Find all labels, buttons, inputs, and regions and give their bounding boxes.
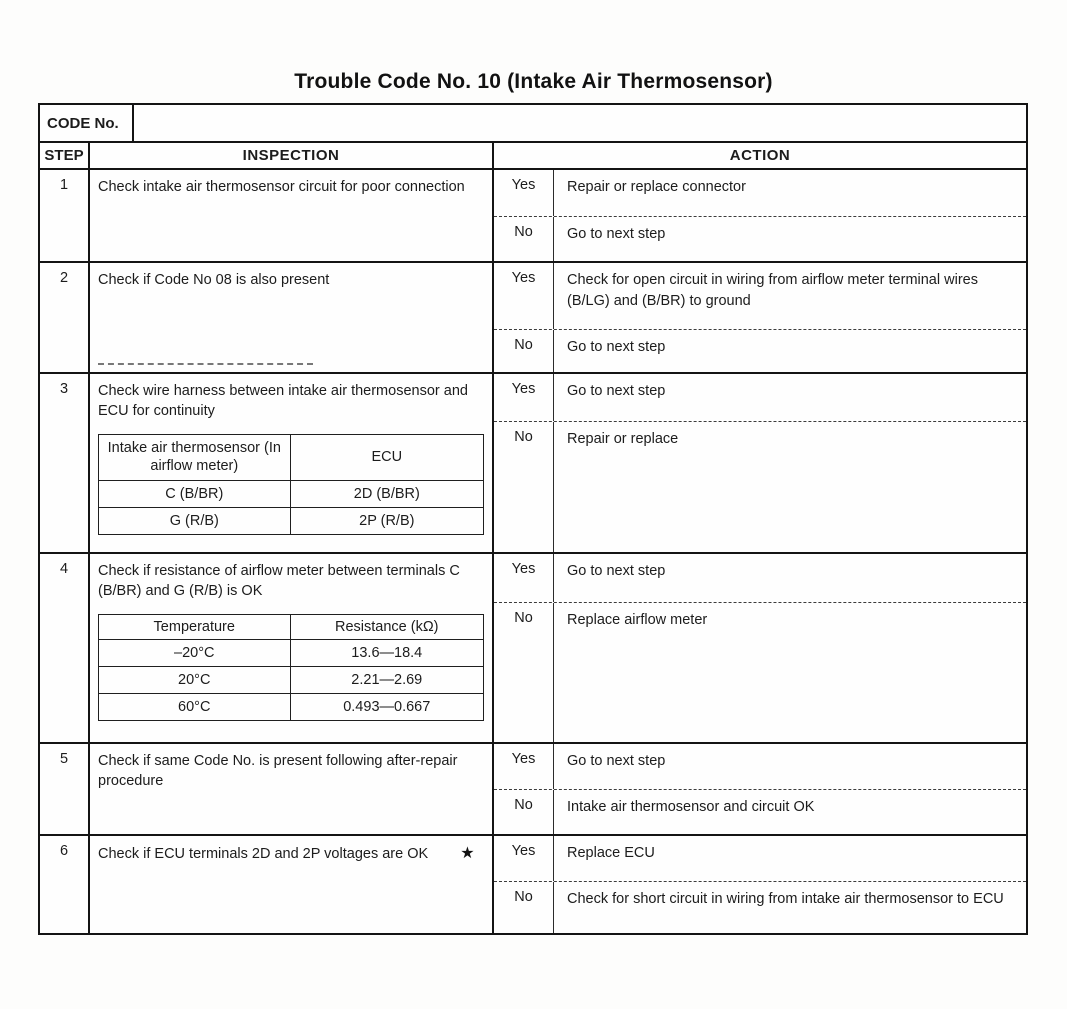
step-row-5: [40, 744, 1026, 836]
subtable-header-row: [99, 614, 484, 639]
subtable-row: [99, 639, 484, 666]
inspection-text: Check intake air thermosensor circuit for poor connection: [98, 179, 465, 195]
inspection-text: Check if ECU terminals 2D and 2P voltages are OK: [98, 846, 429, 862]
code-number-value-empty: [134, 105, 1026, 141]
subtable-header-row: [99, 434, 484, 480]
subtable-cell: G (R/B): [99, 507, 291, 534]
inspection-text: Check if same Code No. is present following after-repair procedure: [98, 753, 458, 790]
scan-artifact-line: [98, 363, 313, 365]
subtable-cell: 0.493—0.667: [290, 693, 483, 720]
inspection-cell: [90, 170, 494, 261]
yes-label: Yes: [494, 744, 554, 789]
action-cell: [494, 170, 1026, 261]
header-inspection: INSPECTION: [90, 143, 494, 168]
yes-label: Yes: [494, 554, 554, 602]
subtable-header-cell: Intake air thermosensor (In airflow meter): [99, 434, 291, 480]
subtable-cell: 2.21—2.69: [290, 666, 483, 693]
step-number: 5: [40, 744, 90, 834]
yes-action-text: Repair or replace connector: [567, 179, 746, 195]
trouble-code-table: [38, 103, 1028, 935]
yes-action-text: Go to next step: [567, 563, 666, 579]
step-row-2: [40, 263, 1026, 374]
inspection-cell: [90, 836, 494, 933]
header-action: ACTION: [729, 147, 791, 164]
no-label: No: [494, 217, 554, 261]
no-label: No: [494, 603, 554, 742]
subtable-cell: 2D (B/BR): [290, 480, 483, 507]
no-action-text: Intake air thermosensor and circuit OK: [567, 799, 815, 815]
code-number-label: CODE No.: [40, 105, 134, 141]
subtable-header-cell: Resistance (kΩ): [290, 614, 483, 639]
yes-label: Yes: [494, 374, 554, 421]
yes-subrow: [494, 554, 1026, 603]
yes-label: Yes: [494, 263, 554, 329]
yes-subrow: [494, 170, 1026, 217]
action-cell: [494, 374, 1026, 552]
inspection-cell: [90, 263, 494, 372]
thermosensor-ecu-pin-table: [98, 434, 484, 535]
action-cell: [494, 554, 1026, 742]
temperature-resistance-table: [98, 614, 484, 721]
step-row-1: [40, 170, 1026, 263]
no-action-text: Check for short circuit in wiring from intake air thermosensor to ECU: [567, 891, 1004, 907]
no-label: No: [494, 422, 554, 552]
yes-subrow: [494, 836, 1026, 882]
yes-subrow: [494, 744, 1026, 790]
subtable-row: [99, 507, 484, 534]
action-cell: [494, 836, 1026, 933]
yes-subrow: [494, 263, 1026, 330]
no-subrow: [494, 330, 1026, 372]
inspection-cell: [90, 554, 494, 742]
code-row: [40, 105, 1026, 143]
inspection-text: Check if resistance of airflow meter between terminals C (B/BR) and G (R/B) is OK: [98, 563, 460, 600]
yes-subrow: [494, 374, 1026, 422]
header-step: STEP: [40, 143, 90, 168]
inspection-text: Check wire harness between intake air thermosensor and ECU for continuity: [98, 383, 468, 420]
no-subrow: [494, 217, 1026, 261]
no-label: No: [494, 882, 554, 933]
subtable-cell: C (B/BR): [99, 480, 291, 507]
inspection-cell: [90, 374, 494, 552]
no-label: No: [494, 790, 554, 834]
subtable-cell: 2P (R/B): [290, 507, 483, 534]
no-action-text: Repair or replace: [567, 431, 679, 447]
column-header-row: [40, 143, 1026, 170]
no-subrow: [494, 603, 1026, 742]
step-row-3: [40, 374, 1026, 554]
page-title: Trouble Code No. 10 (Intake Air Thermosensor): [294, 70, 773, 93]
step-number: 2: [40, 263, 90, 372]
action-cell: [494, 744, 1026, 834]
subtable-row: [99, 693, 484, 720]
subtable-cell: –20°C: [99, 639, 291, 666]
step-number: 6: [40, 836, 90, 933]
subtable-cell: 60°C: [99, 693, 291, 720]
yes-action-text: Check for open circuit in wiring from airflow meter terminal wires (B/LG) and (B/BR) to ground: [567, 272, 978, 310]
subtable-row: [99, 480, 484, 507]
subtable-header-cell: ECU: [290, 434, 483, 480]
subtable-cell: 13.6—18.4: [290, 639, 483, 666]
no-action-text: Go to next step: [567, 339, 666, 355]
subtable-cell: 20°C: [99, 666, 291, 693]
inspection-cell: [90, 744, 494, 834]
yes-action-text: Go to next step: [567, 383, 666, 399]
step-row-4: [40, 554, 1026, 744]
inspection-text: Check if Code No 08 is also present: [98, 272, 330, 288]
step-row-6: [40, 836, 1026, 933]
step-number: 3: [40, 374, 90, 552]
yes-action-text: Go to next step: [567, 753, 666, 769]
yes-label: Yes: [494, 170, 554, 216]
subtable-row: [99, 666, 484, 693]
step-number: 4: [40, 554, 90, 742]
subtable-header-cell: Temperature: [99, 614, 291, 639]
step-number: 1: [40, 170, 90, 261]
yes-action-text: Replace ECU: [567, 845, 655, 861]
no-label: No: [494, 330, 554, 372]
no-action-text: Go to next step: [567, 226, 666, 242]
no-action-text: Replace airflow meter: [567, 612, 708, 628]
no-subrow: [494, 882, 1026, 933]
action-cell: [494, 263, 1026, 372]
yes-label: Yes: [494, 836, 554, 881]
no-subrow: [494, 790, 1026, 834]
no-subrow: [494, 422, 1026, 552]
star-marker: ★: [460, 845, 475, 862]
